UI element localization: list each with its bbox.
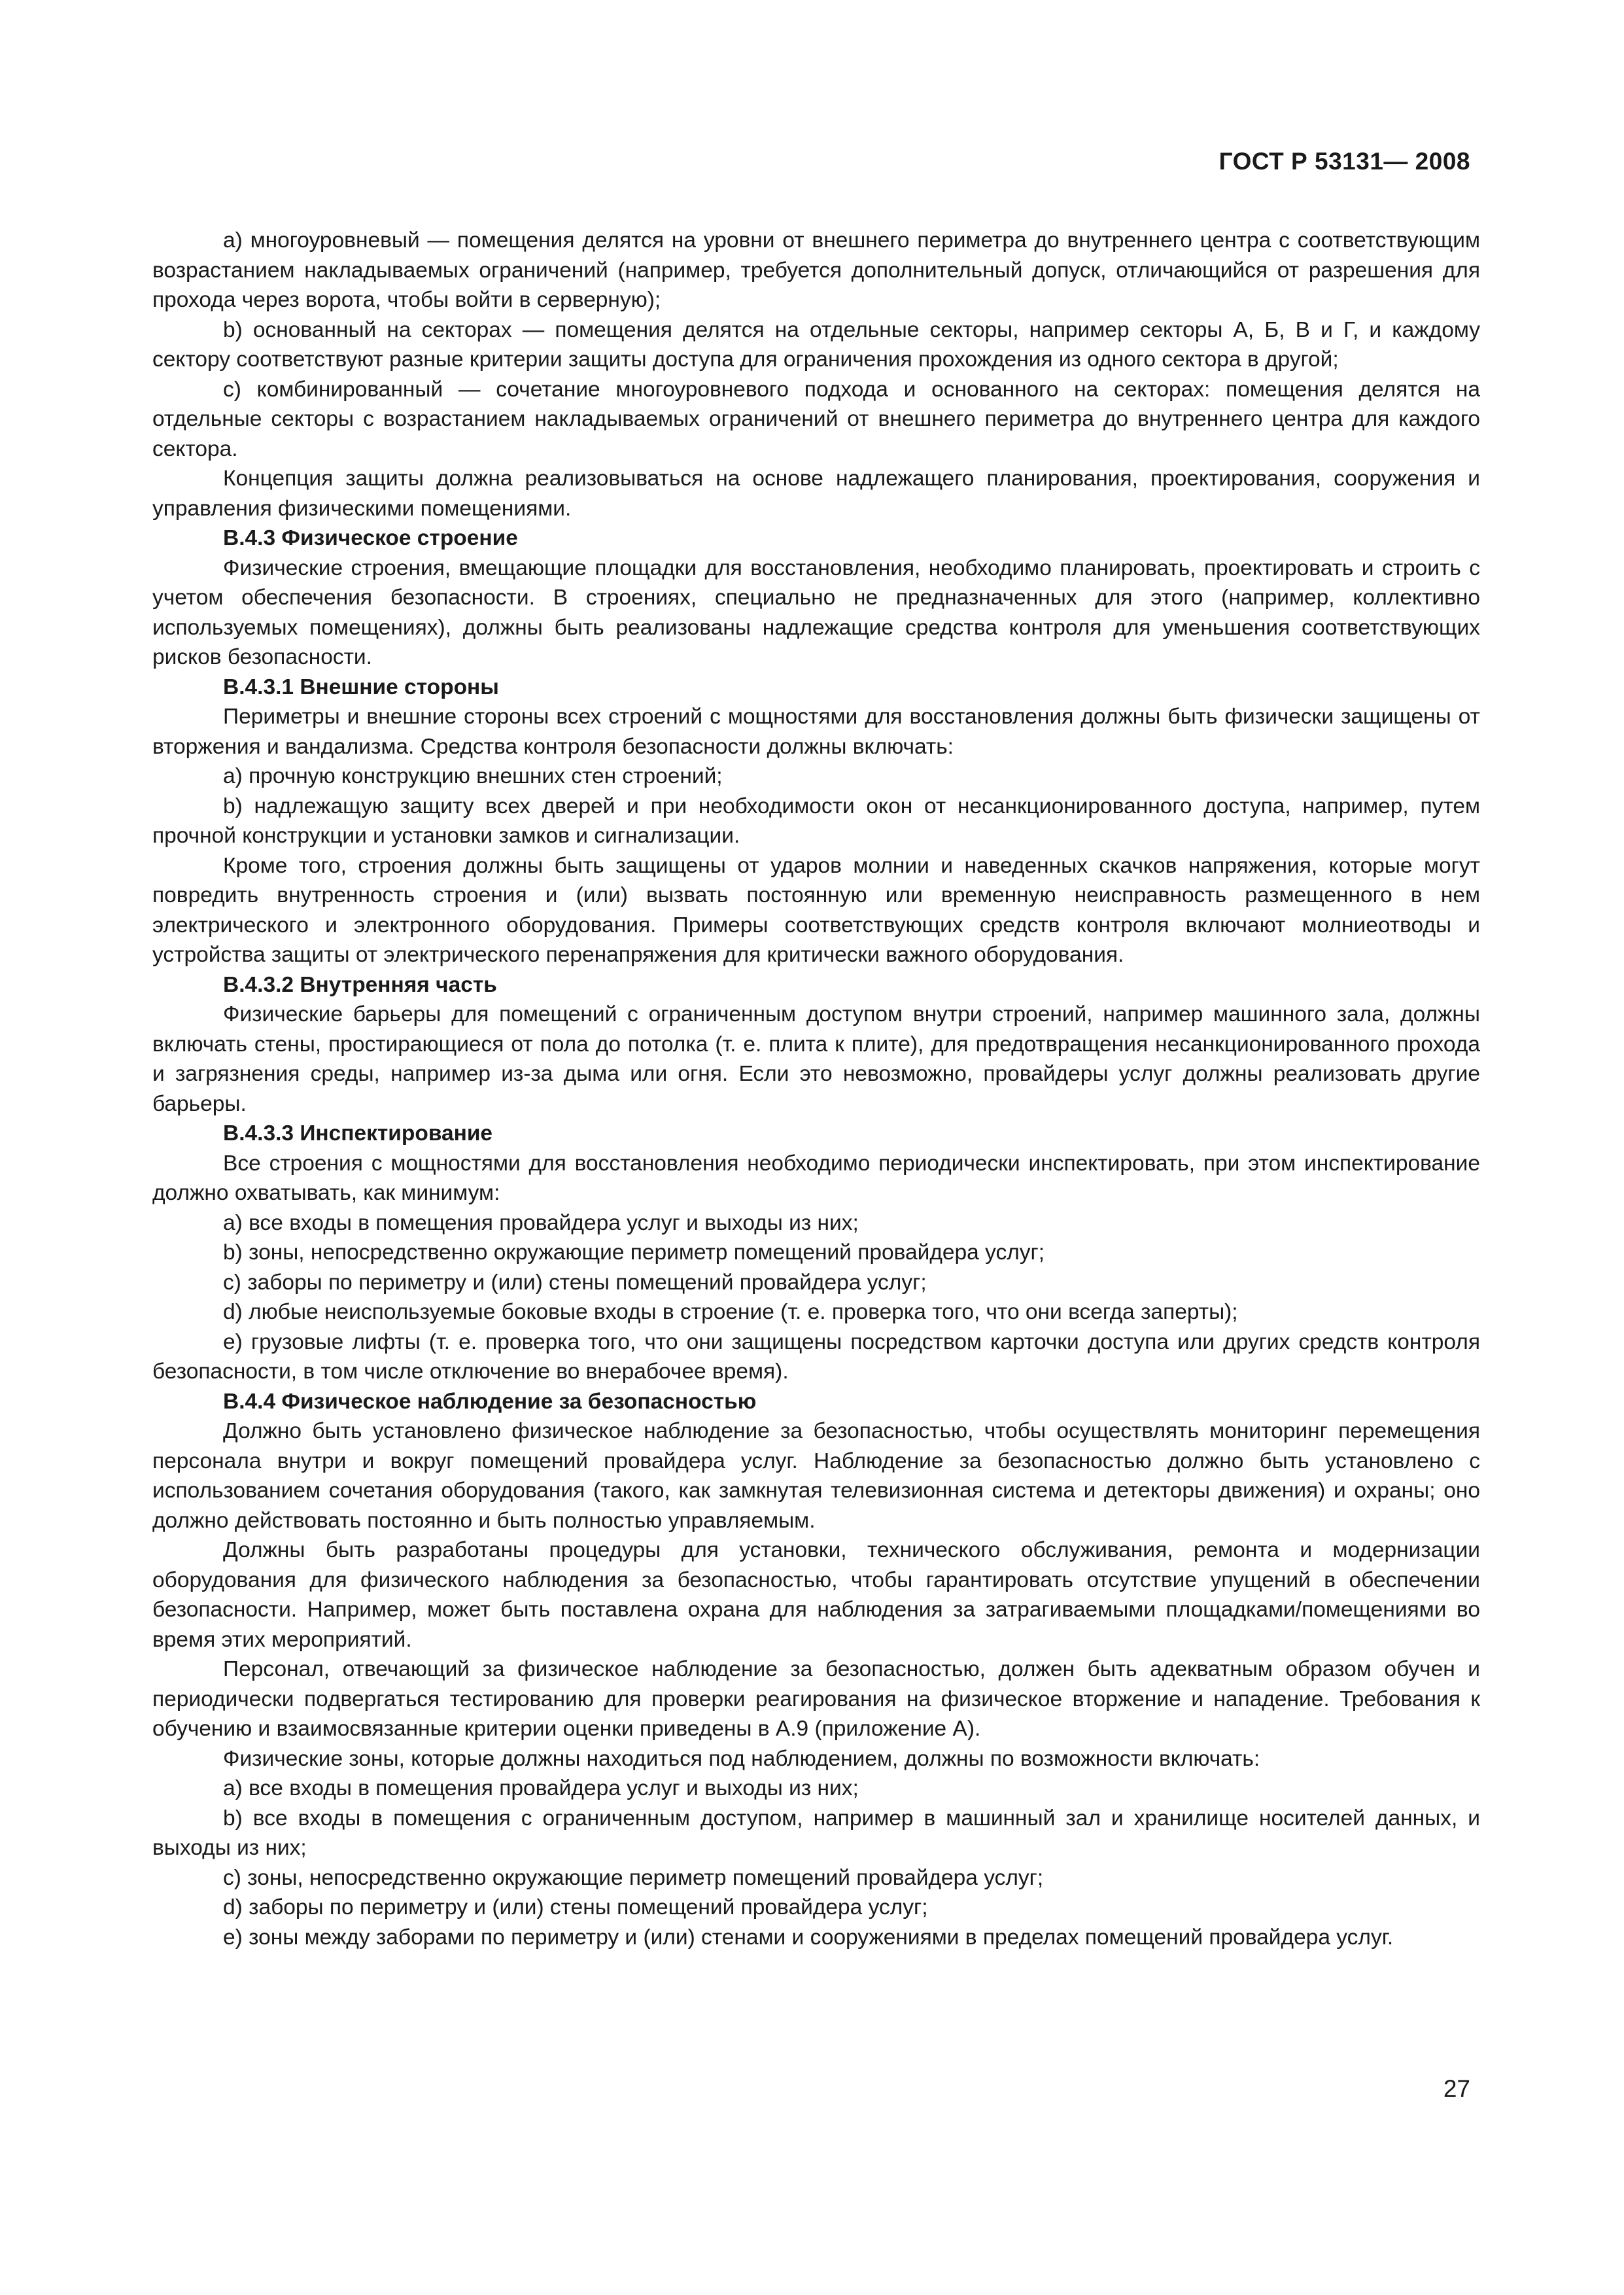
body-paragraph: b) основанный на секторах — помещения делятся на отдельные секторы, например секторы А, Б, В и Г, и каждому сектору соответствуют разные критерии защиты доступа для ограничения прохождения из одного сектора в другой; [152, 317, 1480, 372]
body-paragraph: Все строения с мощностями для восстановления необходимо периодически инспектировать, при этом инспектирование должно охватывать, как минимум: [152, 1151, 1480, 1205]
body-paragraph: e) грузовые лифты (т. е. проверка того, что они защищены посредством карточки доступа или других средств контроля безопасности, в том числе отключение во внерабочее время). [152, 1329, 1480, 1384]
body-paragraph: e) зоны между заборами по периметру и (или) стенами и сооружениями в пределах помещений провайдера услуг. [223, 1925, 1394, 1950]
body-paragraph: Должно быть установлено физическое наблюдение за безопасностью, чтобы осуществлять мониторинг перемещения персонала внутри и вокруг помещений провайдера услуг. Наблюдение за безопасностью должно быть установлено с использованием сочетания оборудования (такого, как замкнутая телевизионная система и детекторы движения) и охраны; оно должно действовать постоянно и быть полностью управляемым. [152, 1419, 1480, 1533]
document-body [152, 226, 1480, 1952]
body-paragraph: Периметры и внешние стороны всех строений с мощностями для восстановления должны быть физически защищены от вторжения и вандализма. Средства контроля безопасности должны включать: [152, 705, 1480, 759]
section-heading: В.4.3.3 Инспектирование [223, 1121, 493, 1146]
body-paragraph: Персонал, отвечающий за физическое наблюдение за безопасностью, должен быть адекватным образом обучен и периодически подвергаться тестированию для проверки реагирования на физическое вторжение и нападение. Требования к обучению и взаимосвязанные критерии оценки приведены в А.9 (приложение А). [152, 1657, 1480, 1741]
body-paragraph: Физические зоны, которые должны находиться под наблюдением, должны по возможности включать: [223, 1746, 1260, 1771]
body-paragraph: Физические строения, вмещающие площадки для восстановления, необходимо планировать, проектировать и строить с учетом обеспечения безопасности. В строениях, специально не предназначенных для этого (например, коллективно используемых помещениях), должны быть реализованы надлежащие средства контроля для уменьшения соответствующих рисков безопасности. [152, 555, 1480, 669]
body-paragraph: Физические барьеры для помещений с ограниченным доступом внутри строений, например машинного зала, должны включать стены, простирающиеся от пола до потолка (т. е. плита к плите), для предотвращения несанкционированного прохода и загрязнения среды, например из-за дыма или огня. Если это невозможно, провайдеры услуг должны реализовать другие барьеры. [152, 1002, 1480, 1116]
body-paragraph: d) любые неиспользуемые боковые входы в строение (т. е. проверка того, что они всегда заперты); [223, 1300, 1238, 1324]
body-paragraph: c) комбинированный — сочетание многоуровневого подхода и основанного на секторах: помещения делятся на отдельные секторы с возрастанием накладываемых ограничений от внешнего периметра до внутреннего центра для каждого сектора. [152, 377, 1480, 461]
section-heading: В.4.4 Физическое наблюдение за безопасностью [223, 1389, 757, 1414]
body-paragraph: b) надлежащую защиту всех дверей и при необходимости окон от несанкционированного доступа, например, путем прочной конструкции и установки замков и сигнализации. [152, 794, 1480, 848]
body-paragraph: b) зоны, непосредственно окружающие периметр помещений провайдера услуг; [223, 1240, 1045, 1265]
page-number: 27 [1443, 2075, 1470, 2102]
body-paragraph: d) заборы по периметру и (или) стены помещений провайдера услуг; [223, 1895, 928, 1919]
body-paragraph: Должны быть разработаны процедуры для установки, технического обслуживания, ремонта и модернизации оборудования для физического наблюдения за безопасностью, чтобы гарантировать отсутствие упущений в обеспечении безопасности. Например, может быть поставлена охрана для наблюдения за затрагиваемыми площадками/помещениями во время этих мероприятий. [152, 1538, 1480, 1652]
body-paragraph: b) все входы в помещения с ограниченным доступом, например в машинный зал и хранилище носителей данных, и выходы из них; [152, 1806, 1480, 1860]
body-paragraph: a) все входы в помещения провайдера услуг и выходы из них; [223, 1210, 859, 1235]
body-paragraph: Кроме того, строения должны быть защищены от ударов молнии и наведенных скачков напряжения, которые могут повредить внутренность строения и (или) вызвать постоянную или временную неисправность размещенного в нем электрического и электронного оборудования. Примеры соответствующих средств контроля включают молниеотводы и устройства защиты от электрического перенапряжения для критически важного оборудования. [152, 853, 1480, 967]
section-heading: В.4.3.2 Внутренняя часть [223, 972, 497, 997]
section-heading: В.4.3 Физическое строение [223, 526, 518, 550]
body-paragraph: a) прочную конструкцию внешних стен строений; [223, 764, 723, 788]
body-paragraph: a) все входы в помещения провайдера услуг и выходы из них; [223, 1776, 859, 1800]
body-paragraph: c) зоны, непосредственно окружающие периметр помещений провайдера услуг; [223, 1865, 1044, 1890]
body-paragraph: c) заборы по периметру и (или) стены помещений провайдера услуг; [223, 1270, 927, 1295]
body-paragraph: Концепция защиты должна реализовываться на основе надлежащего планирования, проектирования, сооружения и управления физическими помещениями. [152, 466, 1480, 521]
section-heading: В.4.3.1 Внешние стороны [223, 674, 499, 699]
body-paragraph: a) многоуровневый — помещения делятся на уровни от внешнего периметра до внутреннего центра с соответствующим возрастанием накладываемых ограничений (например, требуется дополнительный допуск, отличающийся от разрешения для прохода через ворота, чтобы войти в серверную); [152, 228, 1480, 312]
document-code-header: ГОСТ Р 53131— 2008 [1218, 148, 1470, 175]
